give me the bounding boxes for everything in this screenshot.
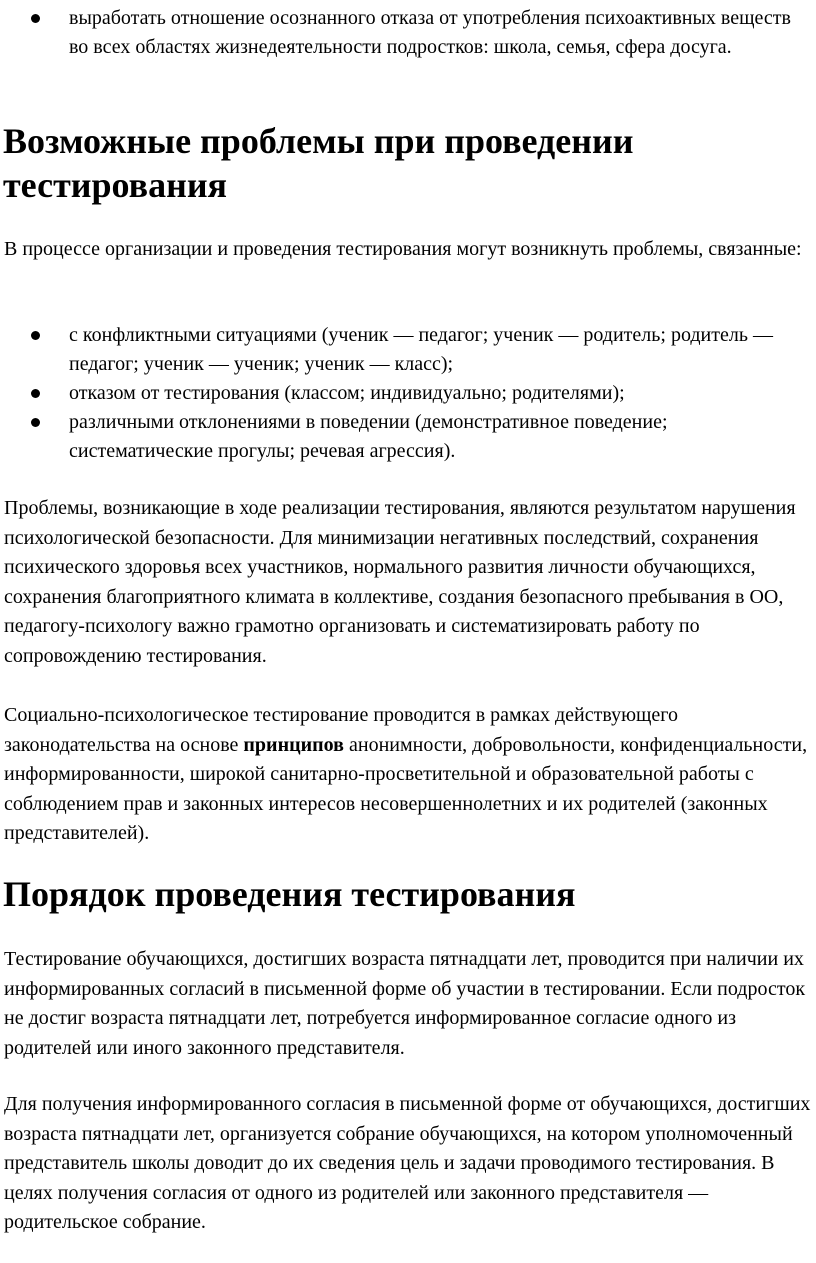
bullet-icon bbox=[31, 389, 40, 398]
section-heading-procedure bbox=[0, 872, 816, 916]
principles-text-before: Социально-психологическое тестирование проводится в рамках действующего законодательства на основе bbox=[4, 704, 679, 756]
heading-text: Порядок проведения тестирования bbox=[3, 874, 576, 914]
paragraph-text: Проблемы, возникающие в ходе реализации тестирования, являются результатом нарушения психологической безопасности. Для минимизации негативных последствий, сохранения психического здоровья всех участников, нормального развития личности обучающихся, сохранения благоприятного климата в коллективе, создания безопасного пребывания в ОО, педагогу-психологу важно грамотно организовать и систематизировать работу по сопровождению тестирования. bbox=[4, 497, 796, 667]
procedure-paragraph-1 bbox=[0, 945, 816, 1063]
paragraph-text: Для получения информированного согласия в письменной форме от обучающихся, достигших возраста пятнадцати лет, организуется собрание обучающихся, на котором уполномоченный представитель школы доводит до их сведения цель и задачи проводимого тестирования. В целях получения согласия от одного из родителей или законного представителя — родительское собрание. bbox=[4, 1093, 811, 1233]
principles-text-after: анонимности, добровольности, конфиденциальности, информированности, широкой санитарно-просветительной и образовательной работы с соблюдением прав и законных интересов несовершеннолетних и их родителей (законных представителей). bbox=[4, 733, 808, 844]
problems-bullet-list bbox=[0, 321, 816, 466]
heading-text: Возможные проблемы при проведении тестирования bbox=[3, 121, 634, 205]
intro-paragraph bbox=[0, 235, 816, 265]
bullet-icon bbox=[31, 331, 40, 340]
list-item-text: отказом от тестирования (классом; индивидуально; родителями); bbox=[69, 382, 625, 404]
bullet-icon bbox=[31, 418, 40, 427]
paragraph-text bbox=[0, 701, 816, 849]
list-item bbox=[0, 408, 816, 466]
section-heading-problems bbox=[0, 119, 816, 207]
principles-paragraph bbox=[0, 701, 816, 849]
procedure-paragraph-2 bbox=[0, 1090, 816, 1238]
list-item bbox=[0, 321, 816, 379]
list-item-text: с конфликтными ситуациями (ученик — педагог; ученик — родитель; родитель — педагог; ученик — ученик; ученик — класс); bbox=[69, 324, 773, 375]
list-item-text: различными отклонениями в поведении (демонстративное поведение; систематические прогулы; речевая агрессия). bbox=[69, 411, 668, 462]
list-item-text: выработать отношение осознанного отказа от употребления психоактивных веществ во всех областях жизнедеятельности подростков: школа, семья, сфера досуга. bbox=[69, 7, 791, 58]
paragraph-text: В процессе организации и проведения тестирования могут возникнуть проблемы, связанные: bbox=[4, 238, 802, 260]
list-item bbox=[0, 4, 816, 62]
problems-result-paragraph bbox=[0, 494, 816, 671]
top-bullet-list bbox=[0, 4, 816, 62]
bullet-icon bbox=[31, 14, 40, 23]
paragraph-text: Тестирование обучающихся, достигших возраста пятнадцати лет, проводится при наличии их информированных согласий в письменной форме об участии в тестировании. Если подросток не достиг возраста пятнадцати лет, потребуется информированное согласие одного из родителей или иного законного представителя. bbox=[4, 948, 806, 1059]
principles-bold-word: принципов bbox=[243, 733, 344, 756]
list-item bbox=[0, 379, 816, 408]
